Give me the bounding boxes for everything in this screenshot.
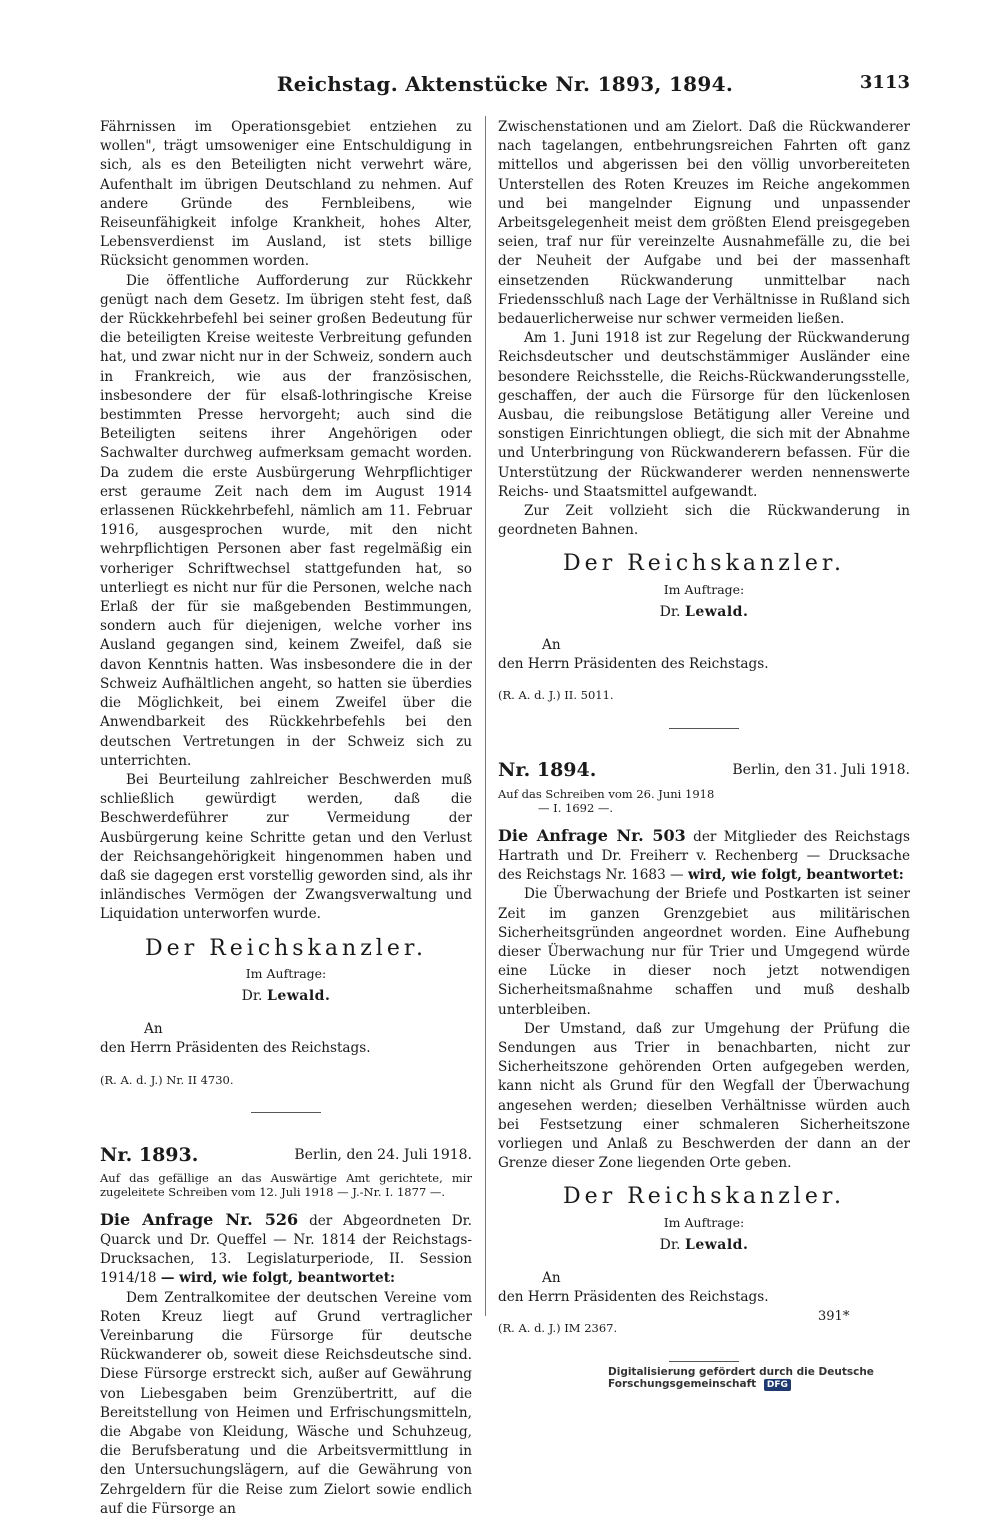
column-divider	[485, 116, 486, 1316]
right-paragraph-4: Die Überwachung der Briefe und Postkarten ist seiner Zeit im ganzen Grenzgebiet aus militärischen Sicherheitsgründen angeordnet worden. Eine Aufhebung dieser Überwachung nur für Trier und Umgegend würde eine Lücke in dieser noch jetzt notwendigen Sicherheitsmaßnahme schaffen und muß deshalb unterbleiben.	[498, 886, 910, 1018]
signature-by-order: Im Auftrage:	[245, 965, 327, 981]
signature-name	[498, 603, 910, 622]
address-block	[100, 1020, 472, 1058]
separator-line	[251, 1112, 321, 1113]
digitization-credit	[608, 1366, 1000, 1391]
document-reference-note	[498, 787, 910, 816]
signature-dr: Dr.	[659, 603, 681, 620]
left-column	[100, 118, 472, 1519]
left-paragraph-1: Fährnissen im Operationsgebiet entziehen zu wollen", trägt umsoweniger eine Entschuldigung in sich, als es den Beteiligten nicht verwehrt wäre, Aufenthalt im übrigen Deutschland zu nehmen. Auf andere Gründe des Fernbleibens, wie Reiseunfähigkeit infolge Krankheit, hohes Alter, Lebensverdienst im Ausland, ist stets billige Rücksicht genommen worden.	[100, 119, 472, 270]
address-block	[498, 636, 910, 674]
page-title: Reichstag. Aktenstücke Nr. 1893, 1894.	[276, 72, 734, 96]
separator-line-2	[669, 1361, 739, 1362]
address-an: An	[144, 1021, 163, 1038]
dfg-logo-icon: DFG	[764, 1379, 791, 1391]
sheet-mark: 391*	[818, 1309, 850, 1324]
right-paragraph-2: Am 1. Juni 1918 ist zur Regelung der Rückwanderung Reichsdeutscher und deutschstämmiger Ausländer eine besondere Reichsstelle, die Reichs-Rückwanderungsstelle, geschaffen, der auch die Fürsorge für den lückenlosen Ausbau, die reibungslose Betätigung aller Vereine und sonstigen Einrichtungen obliegt, die sich mit der Abnahme und Unterbringung von Rückwanderern befassen. Für die Unterstützung der Rückwanderer werden nennenswerte Reichs- und Staatsmittel aufgewandt.	[498, 330, 910, 500]
signature-block	[498, 551, 910, 622]
document-date: Berlin, den 31. Juli 1918.	[732, 762, 910, 779]
inquiry-label: Die Anfrage Nr. 526	[100, 1209, 299, 1229]
right-paragraph-5: Der Umstand, daß zur Umgehung der Prüfung die Sendungen aus Trier in benachbarten, nicht zur Sicherheitszone gehörenden Orten aufgegeben werden, kann nicht als Grund für den Wegfall der Überwachung angesehen werden; dieselben Verhältnisse würden auch bei Festsetzung einer schmaleren Sicherheitszone vorliegen und Anlaß zu Beschwerden der dann an der Grenze dieser Zone liegenden Orte geben.	[498, 1020, 910, 1172]
right-column	[498, 118, 910, 1388]
inquiry-label: Die Anfrage Nr. 503	[498, 825, 686, 845]
address-line: den Herrn Präsidenten des Reichstags.	[100, 1040, 371, 1057]
address-an: An	[542, 637, 561, 654]
signature-by-order: Im Auftrage:	[663, 1214, 745, 1230]
document-number: Nr. 1894.	[498, 759, 597, 782]
inquiry-details: der Abgeordneten Dr. Quarck und Dr. Queffel — Nr. 1814 der Reichstags-Drucksachen, 13. Legislaturperiode, II. Session 1914/18	[100, 1212, 472, 1287]
signature-dr: Dr.	[659, 1236, 681, 1253]
right-paragraph-1: Zwischenstationen und am Zielort. Daß die Rückwanderer nach tagelangen, entbehrungsreichen Fahrten oft ganz mittellos und abgerissen bei den völlig unvorbereiteten Unterstellen des Roten Kreuzes im Reiche angekommen und bei mangelnder Eignung und unpassender Arbeitsgelegenheit meist dem größten Elend preisgegeben seien, traf nur für vereinzelte Ausnahmefälle zu, die bei der Neuheit der Aufgabe und bei der massenhaft einsetzenden Rückwanderung unmittelbar nach Friedensschluß nach Lage der Verhältnisse in Rußland sich bedauerlicherweise nur schwer vermeiden ließen.	[498, 119, 910, 328]
signature-name	[100, 987, 472, 1006]
page-header	[100, 72, 910, 98]
address-block-2	[498, 1269, 910, 1307]
left-paragraph-2: Die öffentliche Aufforderung zur Rückkehr genügt nach dem Gesetz. Im übrigen steht fest, daß der Rückkehrbefehl bei seiner großen Bedeutung für die beteiligten Kreise weiteste Verbreitung gefunden hat, und zwar nicht nur in der Schweiz, sondern auch in Frankreich, wie aus der französischen, insbesondere der für elsaß-lothringische Kreise bestimmten Presse hervorgeht; auch sind die Beteiligten seitens ihrer Angehörigen oder Sachwalter durchweg aufmerksam gemacht worden. Da zudem die erste Ausbürgerung Wehrpflichtiger erst geraume Zeit nach dem im August 1914 erlassenen Rückkehrbefehl, nämlich am 11. Februar 1916, ausgesprochen wurde, mit den nicht wehrpflichtigen Personen aber fast regelmäßig ein vorheriger Schriftwechsel stattgefunden hat, so unterliegt es nicht nur für die Personen, welche nach Erlaß der für sie maßgebenden Bestimmungen, sondern auch für diejenigen, welche vorher ins Ausland gegangen sind, keinem Zweifel, daß sie davon Kenntnis hatten. Was insbesondere die in der Schweiz Aufhältlichen angeht, so hatten sie überdies die Möglichkeit, bei einem Zweifel über die Anwendbarkeit des Rückkehrbefehls bei den deutschen Vertretungen in der Schweiz sich zu unterrichten.	[100, 272, 472, 769]
reference-number-2: (R. A. d. J.) IM 2367.	[498, 1321, 618, 1336]
reference-number: (R. A. d. J.) Nr. II 4730.	[100, 1072, 234, 1087]
signature-title: Der Reichskanzler.	[563, 1184, 845, 1210]
document-reference-line-1: Auf das Schreiben vom 26. Juni 1918	[498, 786, 715, 801]
signature-surname: Lewald.	[266, 987, 331, 1004]
inquiry-intro	[498, 826, 910, 886]
signature-by-order: Im Auftrage:	[663, 581, 745, 597]
address-an: An	[542, 1269, 561, 1286]
document-heading	[498, 755, 910, 781]
signature-surname: Lewald.	[684, 1236, 749, 1253]
inquiry-answer-marker: — wird, wie folgt, beantwortet:	[160, 1270, 395, 1287]
document-heading	[100, 1139, 472, 1165]
signature-dr: Dr.	[241, 987, 263, 1004]
inquiry-details: der Mitglieder des Reichstags Hartrath und Dr. Freiherr v. Rechenberg — Drucksache des Reichstags Nr. 1683 —	[498, 828, 910, 884]
signature-name	[498, 1236, 910, 1255]
document-date: Berlin, den 24. Juli 1918.	[294, 1146, 472, 1163]
document-reference-line-2: — I. 1692 —.	[538, 801, 614, 816]
signature-title: Der Reichskanzler.	[145, 935, 427, 961]
credit-text: Digitalisierung gefördert durch die Deutsche Forschungsgemeinschaft	[608, 1366, 874, 1390]
reference-number: (R. A. d. J.) II. 5011.	[498, 688, 614, 703]
signature-block-2	[498, 1184, 910, 1255]
address-line: den Herrn Präsidenten des Reichstags.	[498, 656, 769, 673]
right-paragraph-3: Zur Zeit vollzieht sich die Rückwanderung in geordneten Bahnen.	[498, 503, 910, 539]
inquiry-intro	[100, 1210, 472, 1289]
page-number: 3113	[859, 72, 910, 93]
address-line: den Herrn Präsidenten des Reichstags.	[498, 1289, 769, 1306]
signature-title: Der Reichskanzler.	[563, 551, 845, 577]
inquiry-answer-marker: wird, wie folgt, beantwortet:	[687, 867, 904, 884]
signature-block	[100, 935, 472, 1007]
document-reference-note: Auf das gefällige an das Auswärtige Amt gerichtete, mir zugeleitete Schreiben vom 12. Juli 1918 — J.-Nr. I. 1877 —.	[100, 1170, 472, 1200]
document-number: Nr. 1893.	[100, 1143, 199, 1166]
left-paragraph-3: Bei Beurteilung zahlreicher Beschwerden muß schließlich gewürdigt werden, daß die Beschwerdeführer zur Vermeidung der Ausbürgerung keine Schritte getan und den Verlust der Reichsangehörigkeit hingenommen haben und daß sie dagegen erst vorstellig geworden sind, als ihr inländisches Vermögen der Zwangsverwaltung und Liquidation unterworfen wurde.	[100, 771, 472, 923]
left-paragraph-4: Dem Zentralkomitee der deutschen Vereine vom Roten Kreuz liegt auf Grund vertraglicher Vereinbarung die Fürsorge für deutsche Rückwanderer ob, soweit diese Reichsdeutsche sind. Diese Fürsorge erstreckt sich, außer auf Gewährung von Liebesgaben beim Grenzübertritt, auf die Bereitstellung von Heimen und Erfrischungsmitteln, die Abgabe von Kleidung, Wäsche und Schuhzeug, die Berufsberatung und die Arbeitsvermittlung in den Untersuchungslägern, auf die Gewährung von Zehrgeldern für die Reise zum Zielort sowie endlich auf die Fürsorge an	[100, 1289, 472, 1517]
signature-surname: Lewald.	[684, 603, 749, 620]
separator-line	[669, 728, 739, 729]
